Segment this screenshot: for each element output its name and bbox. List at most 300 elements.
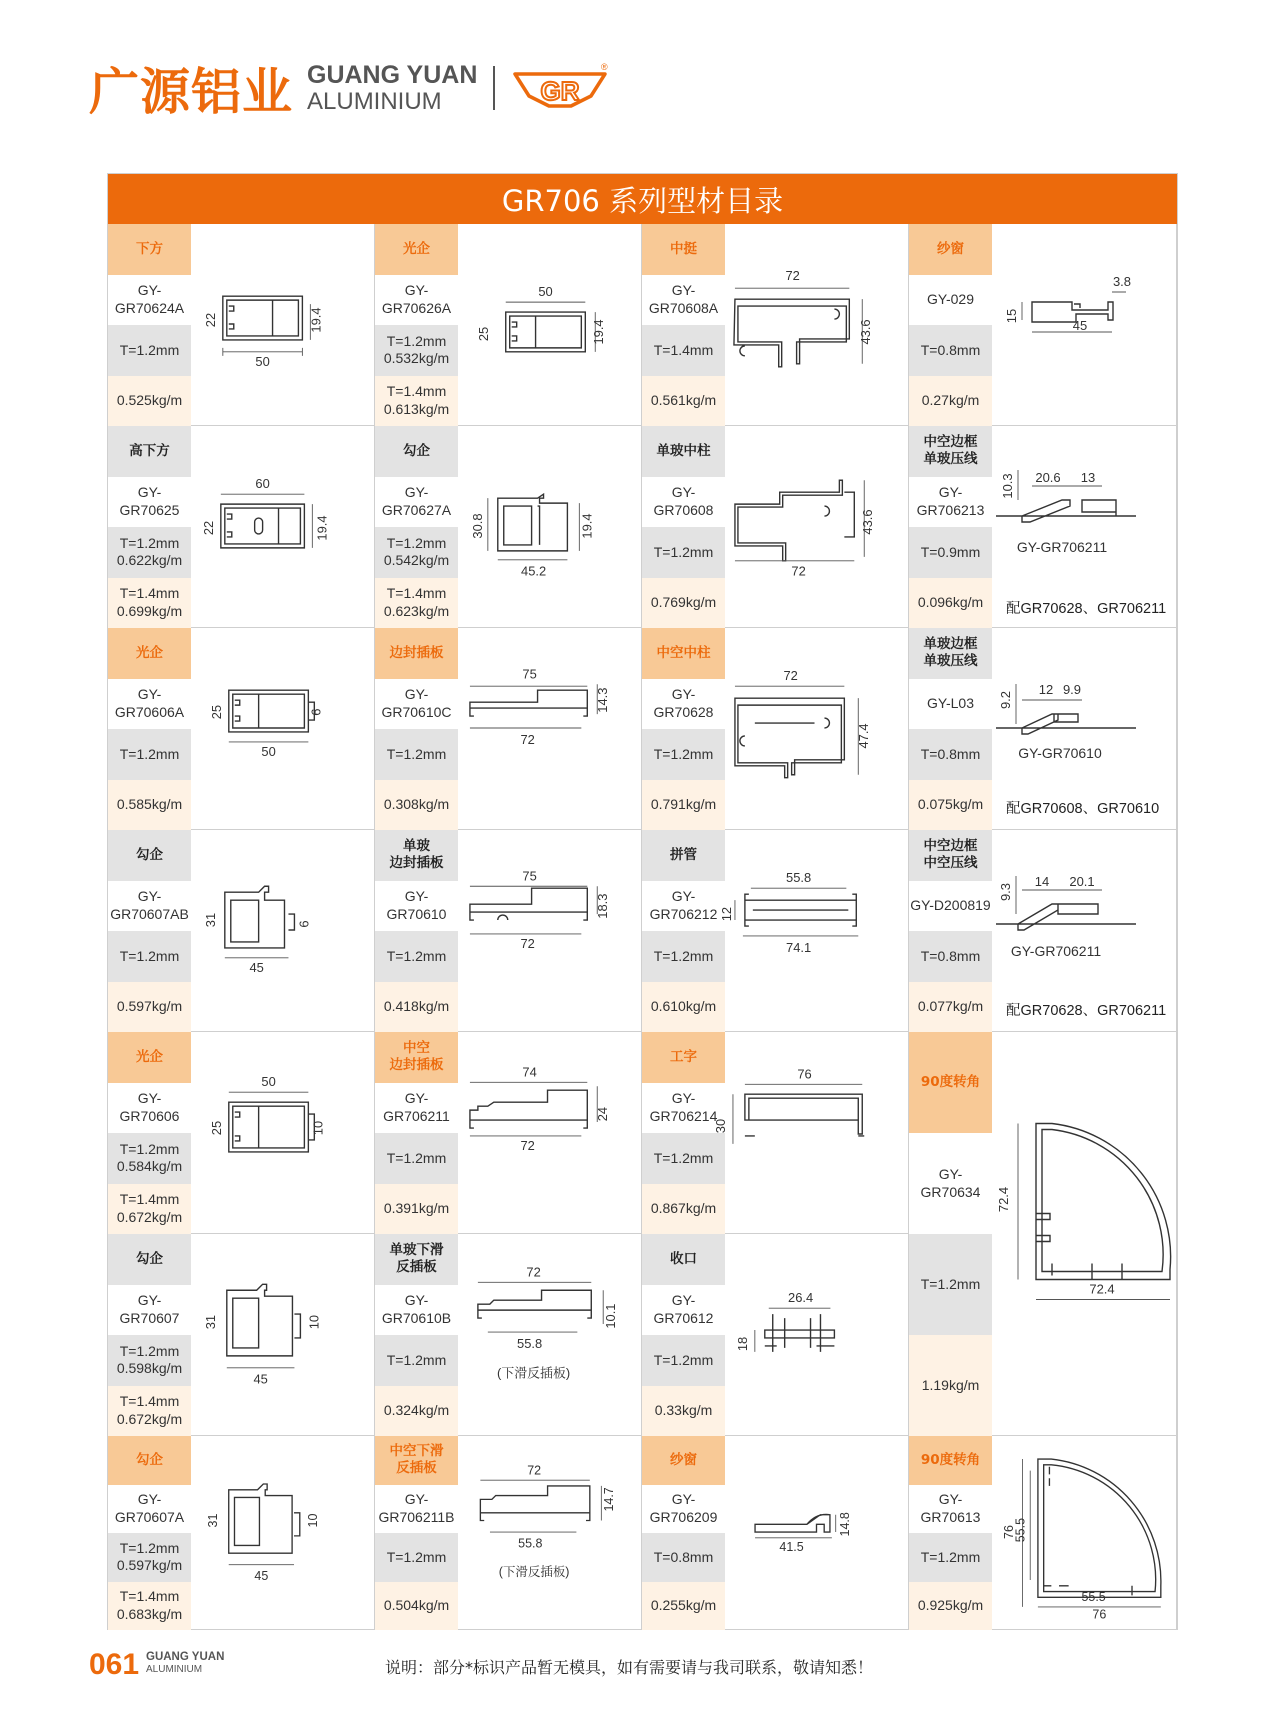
dimension-label: 18 [734,1336,750,1352]
profile-cell [642,1032,909,1234]
profile-cell [108,224,375,426]
dimension-label: 13 [1080,470,1096,485]
profile-name: 高下方 [108,426,191,477]
profile-thickness: T=1.2mm [642,527,725,578]
profile-code: GY-GR70610 [375,881,458,932]
profile-thickness: T=1.2mm [375,1133,458,1184]
profile-cell [375,1436,642,1630]
brand-name-cn: 广源铝业 [89,63,293,121]
profile-cell [642,1436,909,1630]
profile-name: 纱窗 [642,1436,725,1485]
profile-weight: 0.597kg/m [108,982,191,1033]
profile-code: GY-GR706211 [375,1083,458,1134]
fit-note: 配GR70628、GR706211 [1006,1003,1167,1019]
profile-outline [227,1284,301,1356]
dimension-label: 43.6 [858,319,874,345]
profile-outline [996,904,1136,930]
profile-weight: 1.19kg/m [909,1335,992,1436]
profile-outline [765,1314,835,1352]
dimension-line [735,888,858,936]
profile-code: GY-GR70610C [375,679,458,730]
footer-brand [146,1651,224,1675]
profile-cell [108,628,375,830]
dimension-label: 10 [310,1120,326,1136]
dimension-label: 72 [526,1264,541,1280]
dimension-label: 74.1 [786,939,812,955]
profile-drawing [725,1234,908,1435]
profile-weight: 0.391kg/m [375,1184,458,1235]
dimension-line [735,686,858,775]
dimension-label: 45 [254,1569,269,1584]
dimension-line [480,1480,601,1532]
profile-code: GY-GR70626A [375,275,458,326]
profile-thickness: T=1.2mm 0.597kg/m [108,1533,191,1582]
profile-cell [108,426,375,628]
profile-outline [1038,1459,1161,1597]
profile-code: GY-GR70613 [909,1485,992,1534]
dimension-label: 9.3 [998,882,1013,902]
dimension-label: 76 [797,1066,812,1082]
profile-cell [375,426,642,628]
profile-code: GY-GR706213 [909,477,992,528]
dimension-label: 18.3 [595,893,611,919]
profile-outline [225,886,295,948]
profile-section-drawing [458,830,641,1031]
registered-mark: ® [601,62,609,72]
profile-drawing [992,224,1176,425]
profile-drawing [458,1234,641,1435]
profile-outline [480,1486,589,1521]
fit-note: 配GR70608、GR70610 [1006,801,1160,817]
profile-outline [478,1290,591,1318]
profile-thickness: T=1.2mm [642,1335,725,1386]
profile-section-drawing [725,628,908,829]
profile-cell [642,628,909,830]
profile-outline [255,518,263,534]
profile-name: 单玻下滑 反插板 [375,1234,458,1285]
dimension-label: 10.3 [1000,473,1015,499]
dimension-label: 31 [202,912,218,928]
dimension-label: 14.7 [601,1487,616,1512]
profile-name: 中挺 [642,224,725,275]
profile-weight: 0.33kg/m [642,1386,725,1437]
dimension-label: 19.4 [314,515,330,541]
profile-code: GY-GR70625 [108,477,191,528]
dimension-label: (下滑反插板) [497,1365,571,1381]
profile-thickness: T=0.9mm [909,527,992,578]
profile-weight: 0.504kg/m [375,1582,458,1631]
dimension-label: 76 [1001,1525,1016,1539]
dimension-label: 72 [527,1463,542,1478]
profile-outline [996,714,1136,734]
profile-section-drawing [191,1032,374,1233]
dimension-label: 10 [306,1314,322,1330]
dimension-label: GY-GR706211 [1010,943,1102,959]
dimension-label: GY-GR70610 [1018,745,1102,761]
profile-thickness: T=1.2mm [375,1533,458,1582]
profile-code: GY-GR70610B [375,1285,458,1336]
profile-section-drawing [992,1436,1176,1629]
profile-code: GY-GR70606A [108,679,191,730]
profile-outline [470,690,587,716]
dimension-label: 15 [1004,308,1019,324]
profile-name: 单玻中柱 [642,426,725,477]
dimension-label: 20.1 [1069,874,1095,889]
profile-section-drawing [458,224,641,425]
dimension-label: 76 [1092,1607,1107,1622]
dimension-label: 24 [595,1106,611,1122]
profile-thickness: T=1.2mm [375,1335,458,1386]
dimension-label: 72 [520,731,535,747]
profile-code: GY-GR70628 [642,679,725,730]
dimension-label: 26.4 [788,1290,814,1306]
profile-outline [227,514,232,537]
catalog-title: GR706 系列型材目录 [108,174,1177,224]
profile-weight: 0.308kg/m [375,780,458,831]
profile-name: 下方 [108,224,191,275]
dimension-label: 30.8 [469,513,485,539]
profile-weight: T=1.4mm 0.623kg/m [375,578,458,629]
dimension-line [1018,1124,1170,1300]
profile-weight: 0.418kg/m [375,982,458,1033]
dimension-label: 72 [785,268,800,284]
profile-section-drawing [191,426,374,627]
profile-drawing [725,224,908,425]
profile-thickness: T=1.2mm [909,1533,992,1582]
dimension-label: 55.8 [517,1335,543,1351]
profile-outline [235,1112,240,1141]
dimension-label: 55.8 [786,870,812,886]
dimension-label: 14 [1034,874,1050,889]
profile-cell [642,830,909,1032]
profile-thickness: T=1.2mm [375,931,458,982]
profile-outline [735,698,844,778]
profile-thickness: T=0.8mm [909,729,992,780]
dimension-label: 43.6 [860,509,876,535]
profile-cell [108,1436,375,1630]
profile-section-drawing [458,1234,641,1435]
profile-name: 光企 [375,224,458,275]
profile-section-drawing [713,1032,908,1233]
profile-outline [1036,1124,1171,1280]
profile-drawing [458,1436,641,1629]
profile-name: 中空下滑 反插板 [375,1436,458,1485]
dimension-label: 45 [253,1371,268,1387]
dimension-label: 47.4 [856,723,872,749]
dimension-label: 19.4 [591,319,607,345]
profile-code: GY-GR70624A [108,275,191,326]
profile-name: 拼管 [642,830,725,881]
page-number: 061 [89,1648,140,1681]
profile-drawing [191,1234,374,1435]
profile-weight: T=1.4mm 0.613kg/m [375,376,458,427]
dimension-label: 72 [783,668,798,684]
profile-thickness: T=1.2mm 0.532kg/m [375,325,458,376]
profile-drawing [458,224,641,425]
profile-section-drawing [725,1234,908,1435]
profile-section-drawing [725,1436,908,1629]
profile-cell [108,1234,375,1436]
profile-code: GY-GR706212 [642,881,725,932]
profile-name: 单玻边框 单玻压线 [909,628,992,679]
profile-thickness: T=1.2mm [642,1133,725,1184]
profile-weight: 0.867kg/m [642,1184,725,1235]
profile-code: GY-GR706211B [375,1485,458,1534]
profile-cell [642,426,909,628]
profile-code: GY-GR70608 [642,477,725,528]
brand-name-en-line2: ALUMINIUM [307,87,442,115]
profile-drawing [992,1032,1176,1435]
profile-drawing [191,426,374,627]
profile-outline [735,480,854,561]
dimension-label: 25 [208,704,224,720]
dimension-label: 50 [538,284,553,300]
dimension-label: 30 [713,1118,728,1134]
dimension-label: 72 [520,935,535,951]
profile-weight: 0.769kg/m [642,578,725,629]
profile-drawing [191,1032,374,1233]
profile-outline [470,1090,587,1128]
profile-drawing [191,628,374,829]
dimension-line [470,886,597,934]
profile-outline [745,1094,864,1136]
profile-code: GY-L03 [909,679,992,730]
profile-name: 勾企 [108,830,191,881]
dimension-label: 10.1 [603,1303,619,1329]
profile-thickness: T=1.2mm [108,325,191,376]
fit-note: 配GR70628、GR706211 [1006,601,1167,617]
dimension-label: 3.8 [1112,274,1132,289]
profile-thickness: T=0.8mm [909,931,992,982]
profile-weight: 0.925kg/m [909,1582,992,1631]
profile-cell [909,1436,1177,1630]
profile-outline [734,299,849,367]
logo-divider [493,66,495,110]
profile-weight: 0.525kg/m [108,376,191,427]
profile-outline [506,312,586,352]
profile-thickness: T=1.2mm [108,931,191,982]
profile-cell [909,224,1177,426]
footer-note: 说明：部分*标识产品暂无模具，如有需要请与我司联系，敬请知悉！ [385,1658,874,1677]
profile-name: 中空边框 中空压线 [909,830,992,881]
dimension-label: 45 [1072,318,1088,333]
dimension-label: 60 [255,476,270,492]
profile-section-drawing [191,628,374,829]
profile-thickness: T=0.8mm [642,1533,725,1582]
profile-section-drawing [458,1436,641,1629]
profile-thickness: T=1.2mm 0.622kg/m [108,527,191,578]
profile-cell [375,1032,642,1234]
dimension-label: 9.2 [998,690,1013,710]
profile-section-drawing [191,224,374,425]
profile-weight: 0.610kg/m [642,982,725,1033]
dimension-label: 50 [261,1074,276,1090]
dimension-label: 31 [206,1513,221,1528]
profile-name: 纱窗 [909,224,992,275]
dimension-label: 22 [202,312,218,328]
profile-section-drawing [458,1032,641,1233]
profile-name: 勾企 [108,1436,191,1485]
profile-code: GY-GR70634 [909,1133,992,1234]
profile-code: GY-GR706209 [642,1485,725,1534]
profile-name: 中空中柱 [642,628,725,679]
profile-section-drawing [718,830,908,1031]
profile-weight: 0.324kg/m [375,1386,458,1437]
profile-section-drawing [191,830,374,1031]
dimension-line [733,1084,862,1144]
profile-outline [745,894,856,926]
dimension-label: 45.2 [521,563,547,579]
catalog-table [107,173,1178,1630]
profile-outline [229,690,309,732]
profile-drawing [718,830,908,1031]
profile-section-drawing [725,426,908,627]
profile-cell [108,1032,375,1234]
profile-weight: 0.096kg/m [909,578,992,629]
dimension-label: 72 [791,563,806,579]
profile-drawing [992,1436,1176,1629]
profile-code: GY-GR70608A [642,275,725,326]
profile-weight: 0.077kg/m [909,982,992,1033]
dimension-label: 6 [296,920,312,928]
profile-drawing [725,1436,908,1629]
profile-thickness: T=1.2mm 0.542kg/m [375,527,458,578]
profile-cell [642,224,909,426]
brand-logo [89,58,609,121]
dimension-label: 72.4 [1089,1281,1115,1297]
profile-name: 工字 [642,1032,725,1083]
profile-section-drawing [992,1032,1176,1435]
profile-cell [375,628,642,830]
profile-thickness: T=1.4mm [642,325,725,376]
profile-outline [755,1514,830,1532]
dimension-label: 12 [1038,682,1054,697]
profile-cell [108,830,375,1032]
dimension-label: 50 [261,743,276,759]
dimension-label: 25 [208,1120,224,1136]
profile-cell [375,1234,642,1436]
profile-weight: 0.561kg/m [642,376,725,427]
profile-section-drawing [458,426,641,627]
profile-weight: 0.255kg/m [642,1582,725,1631]
dimension-label: 55.5 [1013,1517,1028,1543]
profile-name: 90度转角 [909,1436,992,1485]
dimension-label: 50 [255,353,270,369]
dimension-label: 25 [475,326,491,342]
profile-code: GY-GR70606 [108,1083,191,1134]
profile-outline [223,296,303,340]
brand-name-en-line1: GUANG YUAN [307,61,478,90]
profile-drawing [191,224,374,425]
profile-weight: T=1.4mm 0.672kg/m [108,1386,191,1437]
profile-drawing [458,628,641,829]
profile-code: GY-GR70612 [642,1285,725,1336]
profile-thickness: T=1.2mm [375,729,458,780]
profile-drawing [458,1032,641,1233]
profile-thickness: T=1.2mm 0.598kg/m [108,1335,191,1386]
profile-name: 光企 [108,628,191,679]
profile-name: 勾企 [108,1234,191,1285]
dimension-label: 6 [308,708,324,716]
profile-section-drawing [992,224,1176,425]
profile-outline [996,500,1136,522]
profile-thickness: T=0.8mm [909,325,992,376]
dimension-label: 45 [249,959,264,975]
profile-weight: 0.075kg/m [909,780,992,831]
dimension-label: 19.4 [579,513,595,539]
profile-thickness: T=1.2mm [642,931,725,982]
profile-name: 勾企 [375,426,458,477]
profile-code: GY-GR70607AB [108,881,191,932]
dimension-label: GY-GR706211 [1016,539,1108,555]
profile-section-drawing [191,1234,374,1435]
brand-mark-text: GR [540,76,580,106]
profile-cell [642,1234,909,1436]
profile-code: GY-D200819 [909,881,992,932]
profile-drawing [458,426,641,627]
profile-code: GY-GR70627A [375,477,458,528]
profile-drawing [458,830,641,1031]
profile-outline [229,1484,300,1553]
profile-drawing [725,628,908,829]
dimension-label: 74 [522,1064,537,1080]
dimension-label: 31 [202,1314,218,1330]
dimension-line [223,304,311,356]
profile-name: 单玻 边封插板 [375,830,458,881]
dimension-label: 75 [522,868,537,884]
gr-mark-icon [511,60,609,116]
profile-drawing [191,1436,374,1629]
profile-name: 中空 边封插板 [375,1032,458,1083]
dimension-label: 75 [522,666,537,682]
profile-name: 边封插板 [375,628,458,679]
profile-weight: T=1.4mm 0.683kg/m [108,1582,191,1631]
dimension-label: 55.5 [1081,1590,1106,1605]
profile-weight: 0.27kg/m [909,376,992,427]
dimension-label: 22 [200,520,216,536]
profile-code: GY-GR70607 [108,1285,191,1336]
profile-drawing [725,426,908,627]
dimension-label: 10 [306,1513,321,1528]
profile-code: GY-029 [909,275,992,326]
profile-thickness: T=1.2mm 0.584kg/m [108,1133,191,1184]
profile-outline [235,700,240,721]
dimension-line [221,494,313,548]
dimension-label: 41.5 [779,1540,804,1555]
dimension-label: 55.8 [518,1536,543,1551]
profile-name: 光企 [108,1032,191,1083]
profile-thickness: T=1.2mm [642,729,725,780]
profile-cell [375,830,642,1032]
profile-weight: 0.585kg/m [108,780,191,831]
dimension-label: 14.3 [595,687,611,713]
profile-drawing [191,830,374,1031]
dimension-label: (下滑反插板) [498,1565,570,1580]
profile-section-drawing [725,224,908,425]
profile-weight: 0.791kg/m [642,780,725,831]
profile-outline [229,1102,309,1152]
profile-weight: T=1.4mm 0.672kg/m [108,1184,191,1235]
profile-name: 收口 [642,1234,725,1285]
profile-thickness: T=1.2mm [909,1234,992,1335]
footer-brand-line2: ALUMINIUM [146,1663,203,1675]
dimension-label: 20.6 [1035,470,1061,485]
profile-drawing [713,1032,908,1233]
dimension-label: 19.4 [308,307,324,333]
dimension-label: 9.9 [1062,682,1082,697]
dimension-label: 14.8 [838,1512,853,1537]
brand-name-en [307,62,477,113]
